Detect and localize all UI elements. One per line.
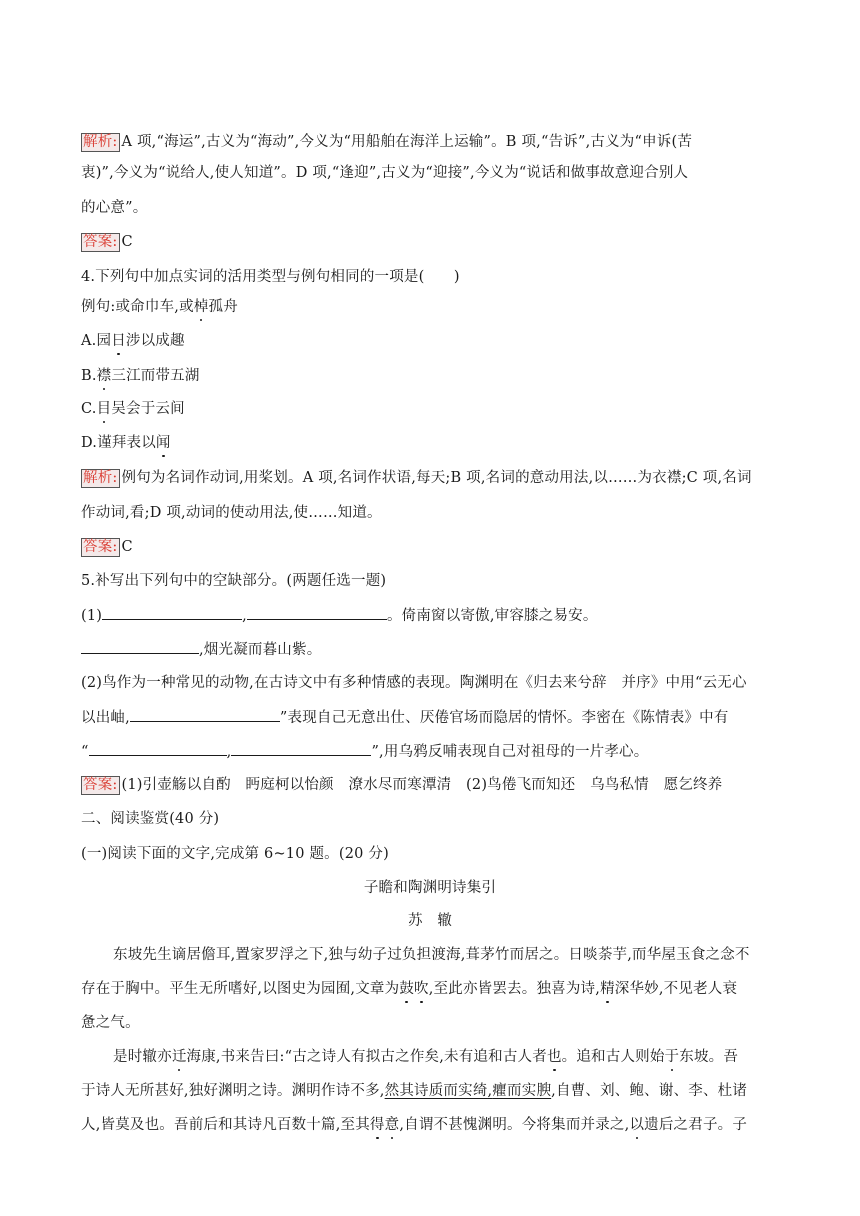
article-p2-line-1 [113,1047,738,1067]
analysis-label: 解析: [83,470,118,486]
article-p1-line-3: 惫之气。 [81,1015,140,1031]
dotted-character: 以 [629,1117,645,1133]
underlined-phrase: , [487,1083,493,1099]
section-subheading: (一)阅读下面的文字,完成第 6~10 题。(20 分) [81,846,389,862]
option-text: B. [81,368,97,384]
q4-analysis-line-1 [81,468,752,488]
dotted-character: 于 [664,1049,680,1065]
fill-blank[interactable] [81,639,199,654]
q3-answer [81,232,133,252]
q4-example-prefix: 例句:或命巾车,或 [81,299,194,315]
q5-part2-line3-suffix: ”,用乌鸦反哺表现自己对祖母的一片孝心。 [371,744,649,760]
option-text: 涉以成趣 [125,333,185,349]
q5-part2-line-1: (2)鸟作为一种常见的动物,在古诗文中有多种情感的表现。陶渊明在《归去来兮辞 并序》中用“云无心 [81,675,747,691]
dotted-character: 也 [546,1049,562,1065]
article-text: ,至此亦皆罢去。独喜为诗, [428,981,601,997]
punctuation: , [242,608,247,624]
underlined-phrase: 然其诗质而实绮 [384,1083,488,1099]
article-p1-line-1: 东坡先生谪居儋耳,置家罗浮之下,独与幼子过负担渡海,葺茅竹而居之。日啖荼芋,而华屋玉食之念不 [113,947,750,963]
article-text: 遗后之君子。子 [644,1117,748,1133]
dotted-character: 闻 [155,435,171,451]
article-text: 于诗人无所甚好,独好渊明之诗。渊明作诗不多, [81,1083,385,1099]
q4-stem: 4.下列句中加点实词的活用类型与例句相同的一项是( ) [81,269,460,285]
option-text: D.谨拜表以 [81,435,156,451]
q3-analysis-line-1 [81,132,692,152]
article-author: 苏 辙 [407,913,453,929]
q5-part1-suffix: 。倚南窗以寄傲,审容膝之易安。 [386,608,598,624]
fill-blank[interactable] [89,741,227,756]
dotted-character: 襟 [96,368,112,384]
dotted-character: 精 [600,981,615,997]
dotted-character: 迁 [171,1049,187,1065]
q5-part1-line-2 [81,639,321,660]
article-title: 子瞻和陶渊明诗集引 [363,880,497,896]
q3-analysis-text: A 项,“海运”,古义为“海动”,今义为“用船舶在海洋上运输”。B 项,“告诉”,古义为“申诉(苦 [121,134,693,150]
dotted-character: 日 [111,333,126,349]
section-heading: 二、阅读鉴赏(40 分) [81,811,220,827]
q3-answer-value: C [121,234,133,250]
fill-blank[interactable] [247,605,387,620]
article-text: 人,皆莫及也。吾前后和其诗凡百数十篇,至其 [81,1117,370,1133]
dotted-character: 鼓 [399,981,415,997]
dotted-character: 得 [369,1117,385,1133]
option-text: C. [81,401,97,417]
q5-answer-value: (1)引壶觞以自酌 眄庭柯以怡颜 潦水尽而寒潭清 (2)鸟倦飞而知还 乌鸟私情 愿乞终养 [121,777,723,793]
q4-analysis-text: 例句为名词作动词,用桨划。A 项,名词作状语,每天;B 项,名词的意动用法,以……为衣襟;C 项,名词 [121,470,752,486]
article-text: 是时辙亦 [113,1049,172,1065]
article-text: 东坡。吾 [679,1049,739,1065]
article-text: 深华妙,不见老人衰 [614,981,738,997]
q4-answer-value: C [121,539,133,555]
q5-part2-line-3 [81,741,648,762]
dotted-character: 意 [384,1117,400,1133]
analysis-label: 解析: [83,134,118,150]
option-text: 吴会于云间 [111,401,185,417]
fill-blank[interactable] [102,605,242,620]
q3-analysis-line-3: 的心意”。 [81,200,148,216]
article-p2-line-3 [81,1115,747,1135]
answer-label: 答案: [83,777,118,793]
article-p1-line-2 [81,979,737,999]
q5-part2-line2-suffix: ”表现自己无意出仕、厌倦官场而隐居的情怀。李密在《陈情表》中有 [279,710,729,726]
answer-label: 答案: [83,234,118,250]
dotted-character: 目 [96,401,112,417]
q3-analysis-line-2: 衷)”,今义为“说给人,使人知道”。D 项,“逢迎”,古义为“迎接”,今义为“说话和做事故意迎合别人 [81,165,689,181]
q4-example [81,297,238,317]
dotted-character: 吹 [414,981,429,997]
article-p2-line-2 [81,1081,747,1101]
underlined-phrase: 癯而实腴 [492,1083,552,1099]
fill-blank[interactable] [231,741,371,756]
dotted-character: 棹 [193,299,209,315]
q4-option-a [81,331,185,351]
q5-part1-line-1 [81,605,598,626]
q5-answer [81,775,722,795]
q5-part1-line2-text: ,烟光凝而暮山紫。 [199,642,322,658]
q4-answer [81,537,133,557]
q4-example-suffix: 孤舟 [208,299,238,315]
quote-open: “ [81,744,89,760]
q5-part1-prefix: (1) [81,608,103,624]
q5-stem: 5.补写出下列句中的空缺部分。(两题任选一题) [81,573,387,589]
article-text: 存在于胸中。平生无所嗜好,以图史为园囿,文章为 [81,981,400,997]
article-text: ,自曹、刘、鲍、谢、李、杜诸 [551,1083,748,1099]
punctuation: , [226,744,232,760]
q4-option-c [81,399,185,419]
q4-analysis-line-2: 作动词,看;D 项,动词的使动用法,使……知道。 [81,505,382,521]
article-text: 海康,书来告曰:“古之诗人有拟古之作矣,未有追和古人者 [186,1049,547,1065]
article-text: 。追和古人则始 [561,1049,665,1065]
q4-option-d [81,433,171,453]
fill-blank[interactable] [130,707,280,722]
option-text: A.园 [81,333,112,349]
answer-label: 答案: [83,539,118,555]
q5-part2-line2-prefix: 以出岫, [81,710,130,726]
option-text: 三江而带五湖 [111,368,200,384]
article-text: ,自谓不甚愧渊明。今将集而并录之, [399,1117,630,1133]
q4-option-b [81,366,200,386]
q5-part2-line-2 [81,707,729,728]
